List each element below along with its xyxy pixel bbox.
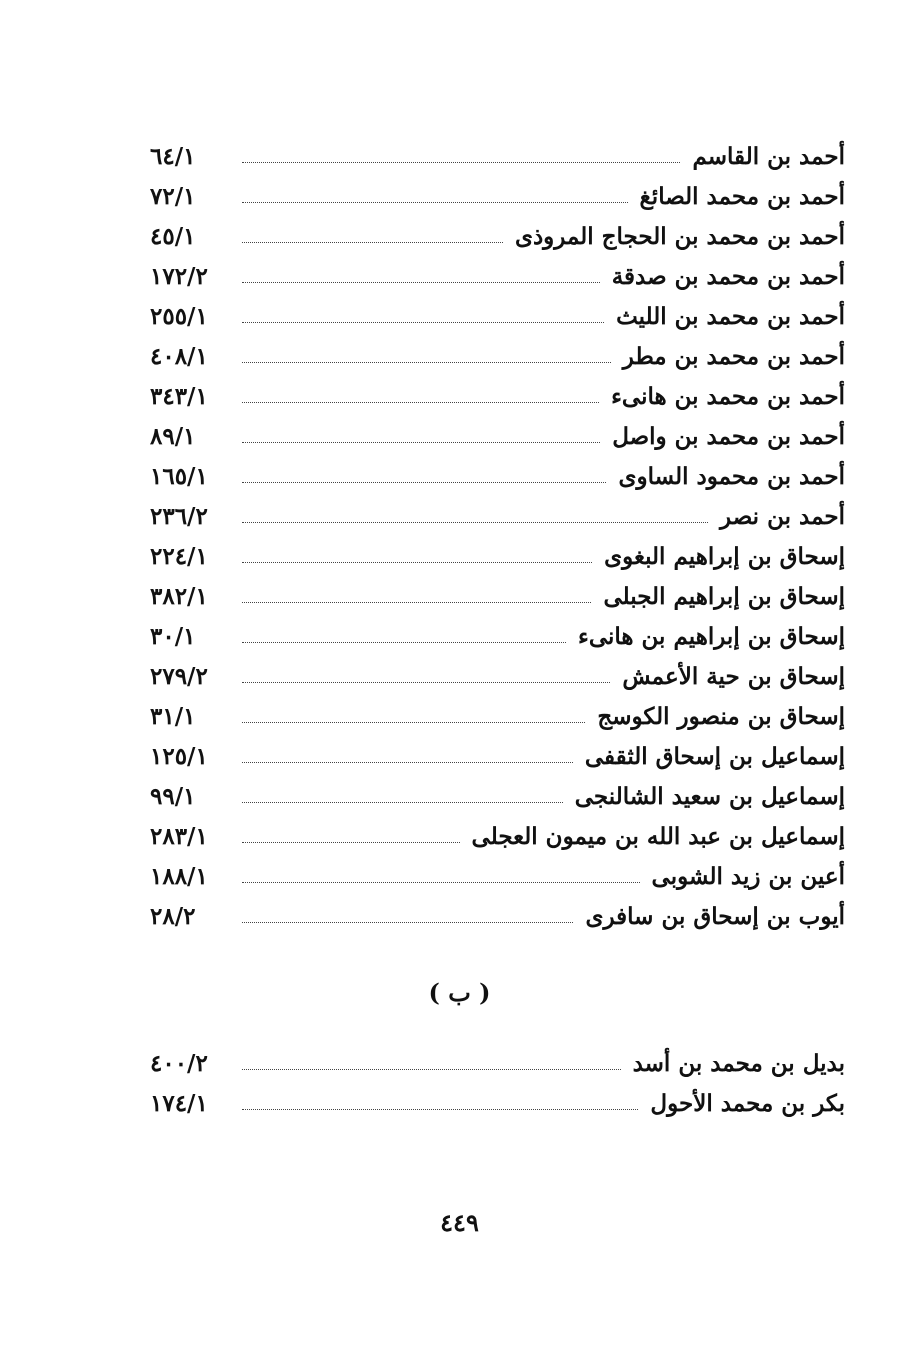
entry-name: إسحاق بن إبراهيم بن هانىء (578, 623, 845, 650)
entry-name: أحمد بن محمد بن مطر (622, 343, 845, 370)
dot-leader (242, 641, 566, 643)
index-entry (150, 452, 845, 492)
dot-leader (242, 521, 708, 523)
dot-leader (242, 921, 573, 923)
index-entry (150, 612, 845, 652)
dot-leader (242, 241, 503, 243)
entry-page-ref: ٩٩/١ (150, 783, 196, 810)
dot-leader (242, 721, 585, 723)
dot-leader (242, 801, 563, 803)
entry-name: إسماعيل بن إسحاق الثقفى (584, 743, 845, 770)
section-b-heading: ( ب ) (428, 978, 491, 1007)
index-entry (150, 732, 845, 772)
entry-page-ref: ١٧٢/٢ (150, 263, 208, 290)
entry-name: أحمد بن محمد بن صدقة (611, 263, 845, 290)
entry-name: أيوب بن إسحاق بن سافرى (585, 903, 845, 930)
dot-leader (242, 281, 600, 283)
index-entry (150, 172, 845, 212)
entry-name: أحمد بن محمد بن هانىء (611, 383, 845, 410)
entry-page-ref: ٦٤/١ (150, 143, 196, 170)
entry-name: إسحاق بن حية الأعمش (622, 663, 845, 690)
index-entry (150, 212, 845, 252)
index-entry (150, 372, 845, 412)
entry-page-ref: ٣٠/١ (150, 623, 196, 650)
entry-name: إسحاق بن إبراهيم البغوى (604, 543, 845, 570)
entry-name: أحمد بن محمد بن الحجاج المروذى (514, 223, 845, 250)
entry-name: بديل بن محمد بن أسد (632, 1050, 845, 1077)
index-entry (150, 412, 845, 452)
dot-leader (242, 441, 600, 443)
dot-leader (242, 201, 628, 203)
index-entry (150, 652, 845, 692)
entry-name: إسحاق بن إبراهيم الجبلى (603, 583, 845, 610)
entry-name: أحمد بن محمد بن واصل (612, 423, 845, 450)
entry-page-ref: ٢٥٥/١ (150, 303, 208, 330)
entry-name: إسماعيل بن سعيد الشالنجى (574, 783, 845, 810)
index-entry (150, 892, 845, 932)
entry-page-ref: ١٧٤/١ (150, 1090, 208, 1117)
dot-leader (242, 361, 611, 363)
dot-leader (242, 761, 573, 763)
entry-name: إسحاق بن منصور الكوسج (597, 703, 845, 730)
entry-name: أحمد بن محمد الصائغ (639, 183, 845, 210)
entry-page-ref: ٢٨/٢ (150, 903, 196, 930)
entry-page-ref: ٤٥/١ (150, 223, 196, 250)
entry-name: أحمد بن القاسم (692, 143, 845, 170)
index-entry (150, 132, 845, 172)
dot-leader (242, 481, 606, 483)
index-entry (150, 812, 845, 852)
entry-page-ref: ١٨٨/١ (150, 863, 208, 890)
dot-leader (242, 841, 460, 843)
page-number: ٤٤٩ (440, 1208, 479, 1237)
dot-leader (242, 401, 599, 403)
entry-page-ref: ٨٩/١ (150, 423, 196, 450)
index-entry (150, 1079, 845, 1119)
entry-name: إسماعيل بن عبد الله بن ميمون العجلى (471, 823, 845, 850)
entry-name: أعين بن زيد الشوبى (651, 863, 845, 890)
entry-name: بكر بن محمد الأحول (650, 1090, 845, 1117)
entry-page-ref: ٤٠٨/١ (150, 343, 208, 370)
index-entry (150, 852, 845, 892)
entry-page-ref: ١٢٥/١ (150, 743, 208, 770)
entry-page-ref: ٢٨٣/١ (150, 823, 208, 850)
entry-page-ref: ٢٧٩/٢ (150, 663, 208, 690)
dot-leader (242, 601, 591, 603)
dot-leader (242, 881, 640, 883)
index-entry (150, 492, 845, 532)
dot-leader (242, 1068, 621, 1070)
index-entry (150, 772, 845, 812)
entry-page-ref: ٤٠٠/٢ (150, 1050, 208, 1077)
entry-page-ref: ٣١/١ (150, 703, 196, 730)
index-entry (150, 532, 845, 572)
entry-name: أحمد بن محمد بن الليث (616, 303, 845, 330)
index-entry (150, 332, 845, 372)
entry-page-ref: ٢٣٦/٢ (150, 503, 208, 530)
index-entry (150, 252, 845, 292)
dot-leader (242, 561, 592, 563)
section-b-list (150, 1039, 845, 1119)
entry-page-ref: ٣٨٢/١ (150, 583, 208, 610)
dot-leader (242, 681, 610, 683)
index-entry (150, 292, 845, 332)
index-entry (150, 1039, 845, 1079)
dot-leader (242, 1108, 638, 1110)
index-entry (150, 692, 845, 732)
dot-leader (242, 321, 604, 323)
dot-leader (242, 161, 680, 163)
entry-page-ref: ٣٤٣/١ (150, 383, 208, 410)
entry-page-ref: ١٦٥/١ (150, 463, 208, 490)
index-entry (150, 572, 845, 612)
entry-name: أحمد بن محمود الساوى (618, 463, 845, 490)
entry-name: أحمد بن نصر (720, 503, 845, 530)
entry-page-ref: ٧٢/١ (150, 183, 196, 210)
section-a-list (150, 132, 845, 932)
entry-page-ref: ٢٢٤/١ (150, 543, 208, 570)
